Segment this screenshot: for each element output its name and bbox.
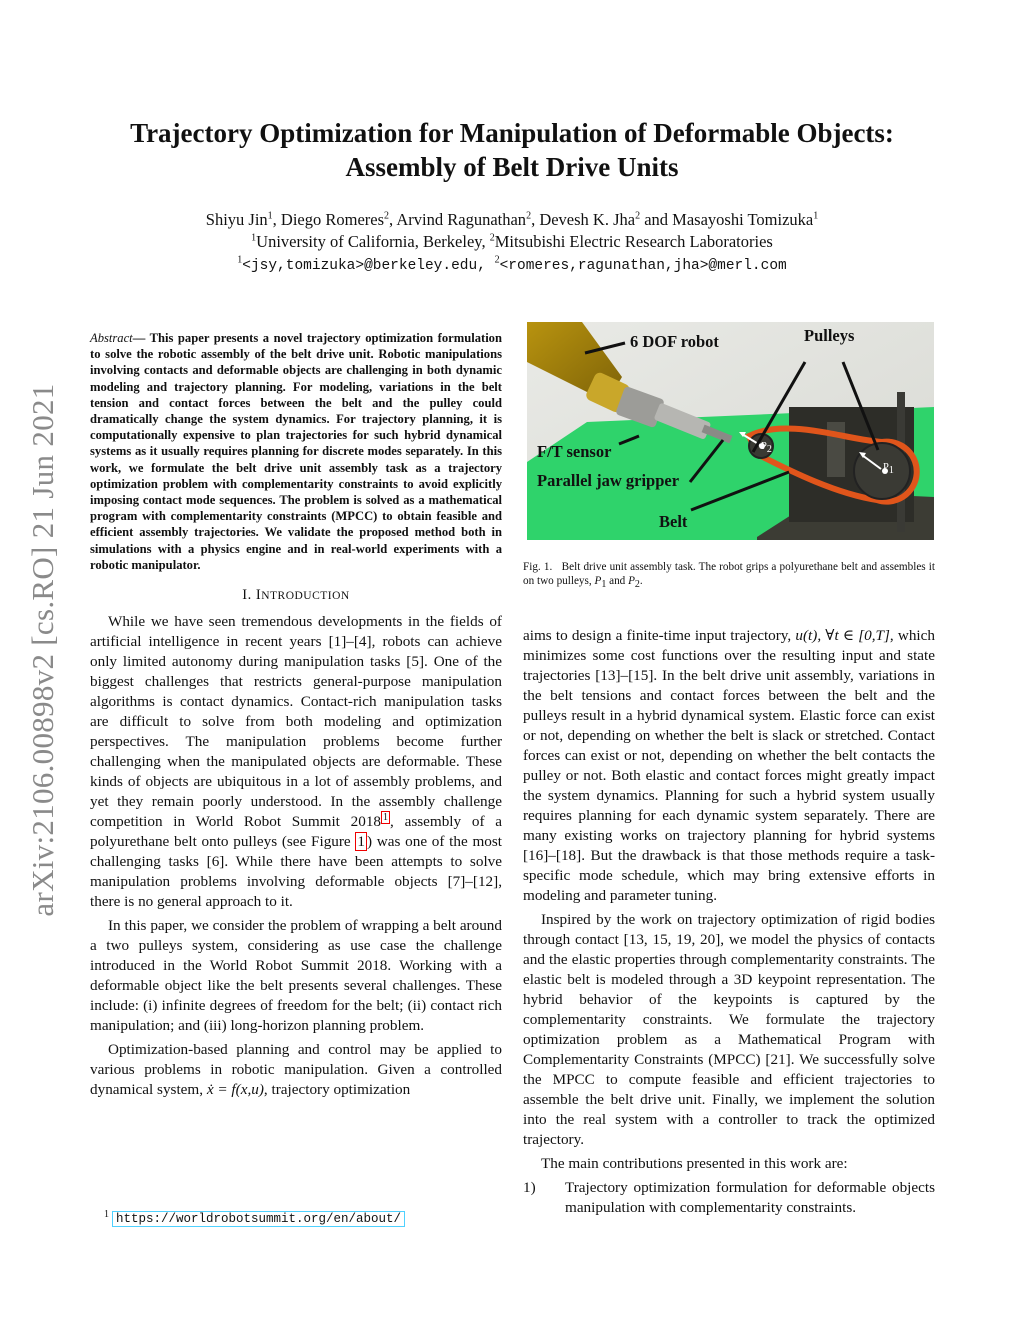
title-line-2: Assembly of Belt Drive Units <box>345 152 679 182</box>
contributions-list <box>523 1178 935 1218</box>
footnote-link[interactable]: 1 <box>383 811 389 823</box>
label-gripper: Parallel jaw gripper <box>537 471 680 490</box>
abstract-text: This paper presents a novel trajectory optimization formulation to solve the robotic assembly of the belt drive unit. Robotic manipulations involving contacts and deformable objects are challenging in both dynamic modeling and trajectory planning. For modeling, variations in the belt tension and contact forces between the belt and the pulley could dramatically change the system dynamics. For trajectory planning, it is computationally expensive to plan trajectories for such hybrid dynamical systems as it usually requires planning for discrete modes separately. In this work, we formulate the belt drive unit assembly task as a trajectory optimization problem with complementarity constraints to avoid explicitly imposing contact mode sequences. The problem is solved as a mathematical program with complementarity constraints (MPCC) to obtain feasible and efficient assembly trajectories. We validate the proposed method both in simulations with a physics engine and in real-world experiments with a robotic manipulator. <box>90 331 502 572</box>
section-heading-introduction: I. INTRODUCTION <box>242 587 350 604</box>
figure-1-image <box>527 322 934 540</box>
right-paragraph-3: The main contributions presented in this work are: <box>541 1155 848 1172</box>
caption-label: Fig. 1. <box>523 561 553 573</box>
intro-paragraph-1: While we have seen tremendous developments in the fields of artificial intelligence in recent years [1]–[4], robots can achieve only limited autonomy during manipulation tasks [5]. One of the biggest challenges that restricts general-purpose manipulation algorithms is contact dynamics. Contact-rich manipulation tasks are difficult to solve from both modeling and optimization perspectives. The manipulation problems become further challenging when the manipulated objects are deformable. These kinds of objects are ubiquitous in a lot of assembly problems, and yet they remain poorly understood. In the assembly challenge competition in World Robot Summit 2018 $^1$ , assembly of a polyurethane belt onto pulleys (see Figure 1 ) was one of the most challenging tasks [6]. While there have been attempts to solve manipulation problems involving deformable objects [7]–[12], there is no general approach to it. <box>90 613 502 911</box>
author-block <box>100 209 924 277</box>
label-pulleys: Pulleys <box>804 326 855 345</box>
author-list: Shiyu Jin$^1$, Diego Romeres$^2$, Arvind Ragunathan$^2$, Devesh K. Jha$^2$ and Masayoshi Tomizuka$^1$ <box>205 210 819 229</box>
title-line-1: Trajectory Optimization for Manipulation of Deformable Objects: <box>130 118 894 148</box>
intro-paragraph-2: In this paper, we consider the problem of wrapping a belt around a two pulleys system, considering as use case the challenge introduced in the World Robot Summit 2018. Working with a deformable object like the belt presents several challenges. These include: (i) infinite degrees of freedom for the belt; (ii) contact rich manipulation; and (iii) long-horizon planning problem. <box>90 917 502 1035</box>
emails: $^1$<jsy,tomizuka>@berkeley.edu, $^2$<romeres,ragunathan,jha>@merl.com <box>237 254 787 274</box>
label-p2: $P_2$ <box>761 441 772 456</box>
input-trajectory-equation: u(t), ∀t ∈ [0,T] <box>795 627 890 644</box>
label-p1: $P_1$ <box>883 462 894 477</box>
abstract-label: Abstract <box>90 331 133 345</box>
right-column <box>523 626 935 1218</box>
label-belt: Belt <box>659 512 688 531</box>
list-item: 1) Trajectory optimization formulation for deformable objects manipulation with complementarity constraints. <box>523 1179 935 1216</box>
right-paragraph-1: aims to design a finite-time input trajectory, u(t), ∀t ∈ [0,T], which minimizes some cost functions over the resulting input and state trajectories [13]–[15]. In the belt drive unit assembly, variations in the belt tensions and contact forces between the belt and the pulleys result in a hybrid dynamical system. Elastic force can exist or not, depending on whether the belt is slack or stretched. Contact forces can exist or not, depending on whether the belt contacts the pulley or not. Both elastic and contact forces might greatly impact the system dynamics. Planning for such a hybrid system usually requires planning for each dynamic system separately. There are many existing works on trajectory planning for hybrid systems [16]–[18]. But the drawback is that those methods require a task-specific mode schedule, which may bring extensive efforts in modeling and parameter tuning. <box>523 627 935 904</box>
arxiv-id-text: arXiv:2106.00898v2 [cs.RO] 21 Jun 2021 <box>25 383 60 917</box>
paper-title <box>100 116 924 184</box>
label-ft-sensor: F/T sensor <box>537 442 612 461</box>
intro-paragraph-3: Optimization-based planning and control may be applied to various problems in robotic manipulation. Given a controlled dynamical system, ẋ = f(x,u), trajectory optimization <box>90 1041 502 1099</box>
pulley-slot <box>827 422 845 477</box>
footnote: $^1$ https://worldrobotsummit.org/en/about/ <box>104 1211 405 1227</box>
affiliations: $^1$University of California, Berkeley, $^2$Mitsubishi Electric Research Laboratories <box>251 232 773 251</box>
figure-1-caption: Fig. 1. Belt drive unit assembly task. The robot grips a polyurethane belt and assembles it on two pulleys, $P_1$ and $P_2$. <box>523 561 935 591</box>
dynamics-equation: ẋ = f(x,u) <box>206 1081 264 1099</box>
right-paragraph-2: Inspired by the work on trajectory optimization of rigid bodies through contact [13, 15, 19, 20], we model the physics of contacts and the elastic properties through complementarity constraints. The elastic belt is modeled through a 3D keypoint representation. The hybrid behavior of the keypoints is captured by the complementarity constraints. We formulate the trajectory optimization problem as a Mathematical Program with Complementarity Constraints (MPCC) [21]. We successfully solve the MPCC to compute feasible and efficient trajectories to assemble the belt drive unit. Finally, we implement the solution into the real system with a controller to track the optimized trajectory. <box>523 911 935 1148</box>
footnote-url-link[interactable]: https://worldrobotsummit.org/en/about/ <box>112 1211 405 1227</box>
figure-1 <box>527 322 934 540</box>
figure-link[interactable]: 1 <box>357 833 365 851</box>
left-column <box>90 330 502 1104</box>
abstract: Abstract— This paper presents a novel trajectory optimization formulation to solve the robotic assembly of the belt drive unit. Robotic manipulations involving contacts and deformable objects are challenging in both dynamic modeling and trajectory planning. For modeling, variations in the belt tension and contact forces between the belt and the pulley could dramatically change the system dynamics. For trajectory planning, it is computationally expensive to plan trajectories for such hybrid dynamical systems as it usually requires planning for discrete modes separately. In this work, we formulate the belt drive unit assembly task as a trajectory optimization problem with complementarity constraints to avoid explicitly imposing contact mode sequences. The problem is solved as a mathematical program with complementarity constraints (MPCC) to obtain feasible and efficient assembly trajectories. We validate the proposed method both in simulations with a physics engine and in real-world experiments with a robotic manipulator. <box>90 331 502 572</box>
arxiv-sidebar-stamp <box>22 350 64 950</box>
label-robot: 6 DOF robot <box>630 332 719 351</box>
